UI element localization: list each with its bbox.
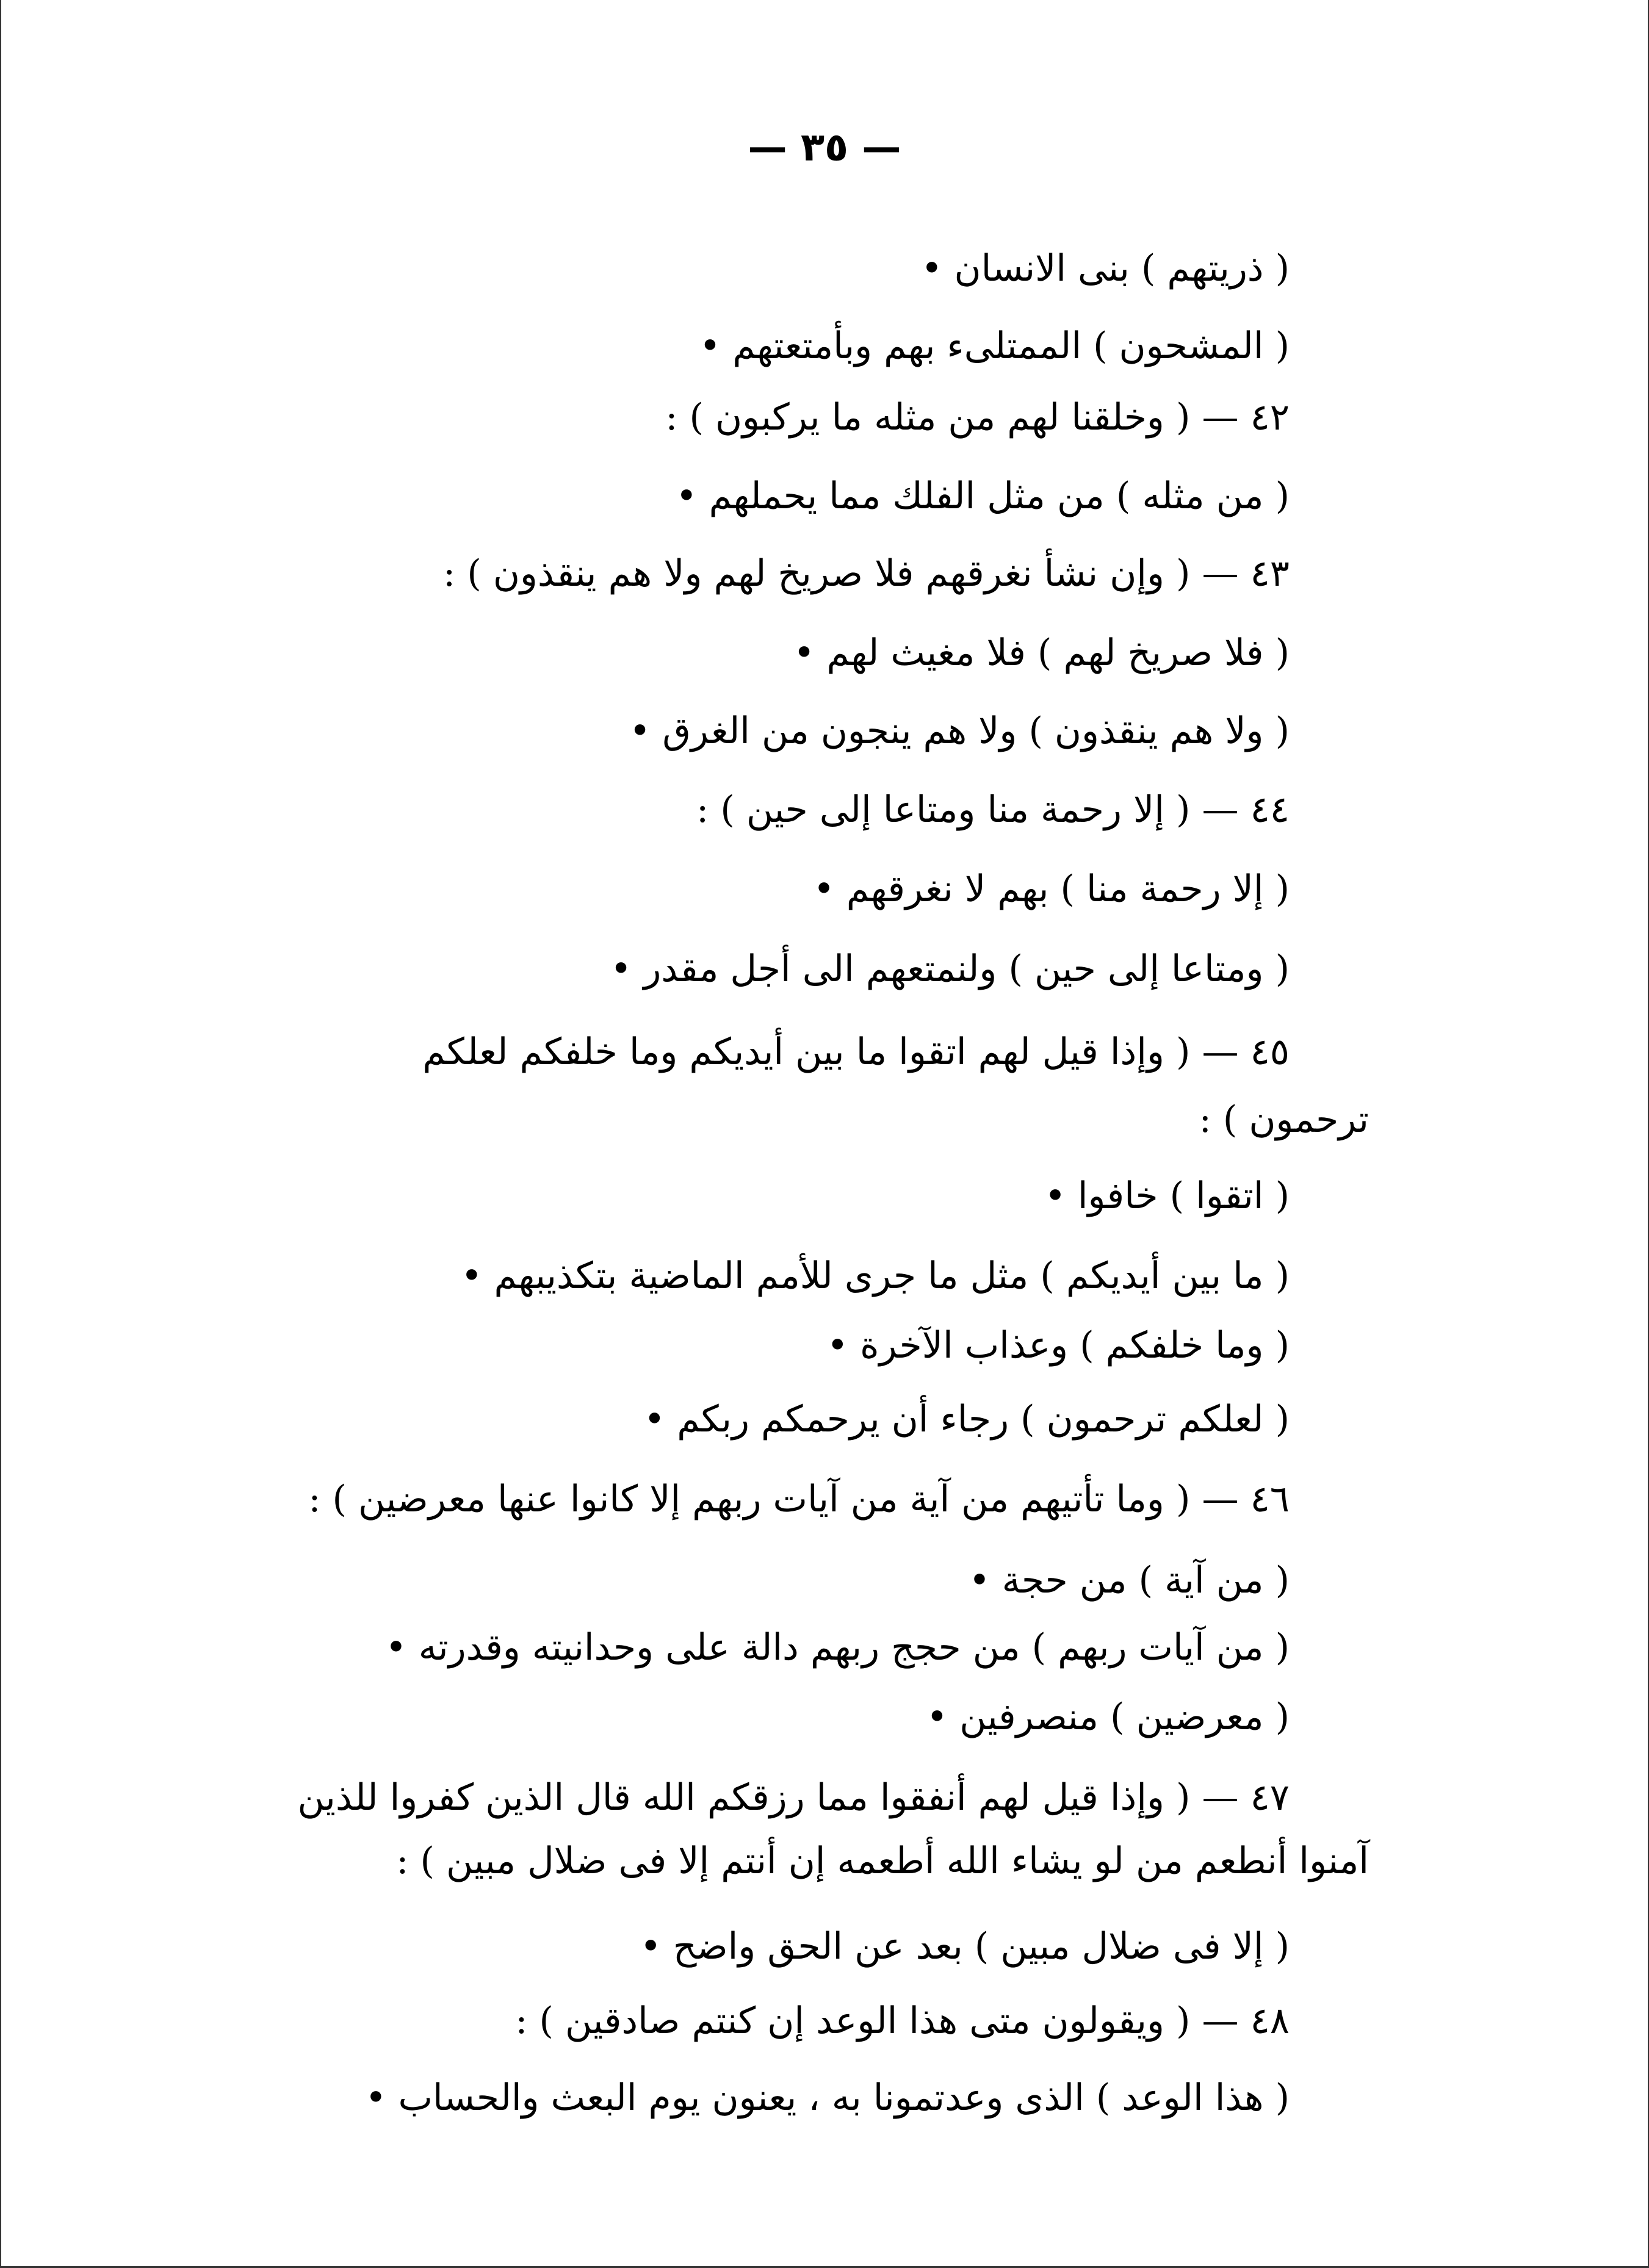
text-line: ( من مثله ) من مثل الفلك مما يحملهم • <box>676 475 1290 517</box>
text-line: ( لعلكم ترحمون ) رجاء أن يرحمكم ربكم • <box>643 1398 1290 1441</box>
text-line: ٤٦ — ( وما تأتيهم من آية من آيات ربهم إلا كانوا عنها معرضين ) : <box>308 1478 1290 1521</box>
text-line: ( من آية ) من حجة • <box>969 1559 1290 1602</box>
text-line: ( ما بين أيديكم ) مثل ما جرى للأمم الماضية بتكذيبهم • <box>461 1255 1290 1297</box>
text-line: ( فلا صريخ لهم ) فلا مغيث لهم • <box>793 632 1290 674</box>
text-line: ٤٣ — ( وإن نشأ نغرقهم فلا صريخ لهم ولا هم ينقذون ) : <box>443 552 1290 595</box>
text-line: ( إلا رحمة منا ) بهم لا نغرقهم • <box>813 868 1290 910</box>
text-line: ( اتقوا ) خافوا • <box>1044 1175 1290 1217</box>
text-line: ٤٥ — ( وإذا قيل لهم اتقوا ما بين أيديكم وما خلفكم لعلكم <box>422 1031 1290 1073</box>
page-number: — ٣٥ — <box>748 125 901 170</box>
text-line: ( هذا الوعد ) الذى وعدتمونا به ، يعنون يوم البعث والحساب • <box>365 2076 1290 2119</box>
text-line: ( المشحون ) الممتلىء بهم وبأمتعتهم • <box>699 325 1290 367</box>
text-line: ( ذريتهم ) بنى الانسان • <box>921 247 1290 290</box>
text-line: ٤٨ — ( ويقولون متى هذا الوعد إن كنتم صادقين ) : <box>515 2000 1290 2042</box>
text-line: ( معرضين ) منصرفين • <box>926 1696 1290 1738</box>
text-line: ( من آيات ربهم ) من حجج ربهم دالة على وحدانيته وقدرته • <box>385 1626 1290 1669</box>
text-line: ٤٢ — ( وخلقنا لهم من مثله ما يركبون ) : <box>665 396 1290 439</box>
text-line: ٤٤ — ( إلا رحمة منا ومتاعا إلى حين ) : <box>696 788 1290 831</box>
text-line: ٤٧ — ( وإذا قيل لهم أنفقوا مما رزقكم الله قال الذين كفروا للذين <box>297 1776 1290 1819</box>
text-line: ( ومتاعا إلى حين ) ولنمتعهم الى أجل مقدر • <box>610 948 1290 990</box>
text-line: آمنوا أنطعم من لو يشاء الله أطعمه إن أنتم إلا فى ضلال مبين ) : <box>396 1840 1369 1882</box>
text-line: ( إلا فى ضلال مبين ) بعد عن الحق واضح • <box>640 1925 1290 1968</box>
text-line: ( ولا هم ينقذون ) ولا هم ينجون من الغرق • <box>629 710 1290 752</box>
text-line: ترحمون ) : <box>1199 1098 1369 1141</box>
text-line: ( وما خلفكم ) وعذاب الآخرة • <box>826 1324 1290 1367</box>
